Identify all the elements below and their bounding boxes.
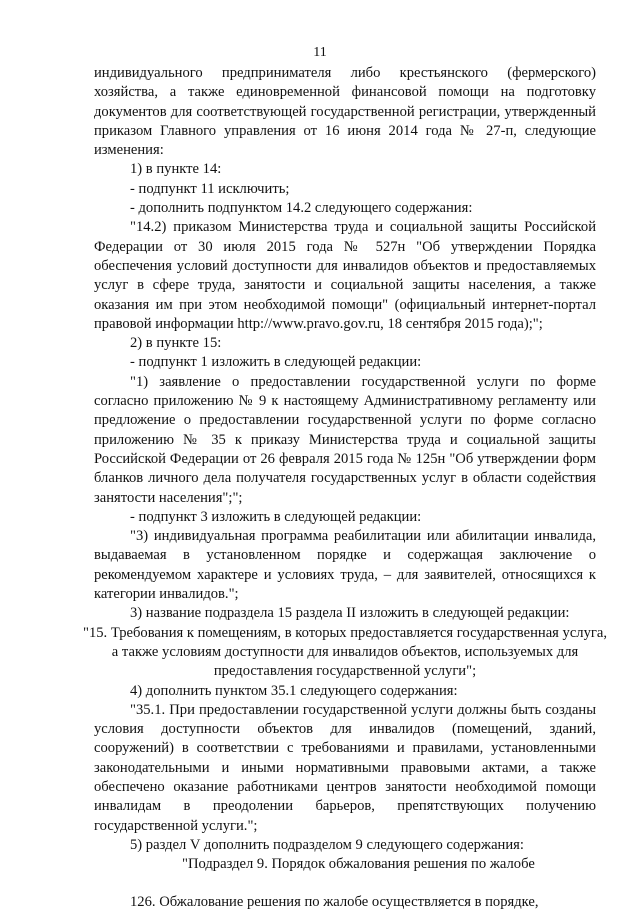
subsection-9-title: "Подраздел 9. Порядок обжалования решения по жалобе — [182, 856, 535, 873]
item-2-point-15: 2) в пункте 15: — [130, 335, 222, 352]
subitem-3-edit: - подпункт 3 изложить в следующей редакции: — [130, 508, 422, 525]
quote-14-2: "14.2) приказом Министерства труда и социальной защиты Российской Федерации от 30 июля 2015 года № 527н "Об утверждении Порядка обеспечения условий доступности для инвалидов объектов и предоставляемых услуг в сфере труда, занятости и социальной защиты населения, а также оказания им при этом необходимой помощи" (официальный интернет-портал правовой информации http://www.pravo.gov.ru, 18 сентября 2015 года);"; — [94, 219, 596, 332]
point-126: 126. Обжалование решения по жалобе осуществляется в порядке, — [130, 894, 539, 911]
page-number: 11 — [313, 45, 327, 60]
quote-subitem-1: "1) заявление о предоставлении государственной услуги по форме согласно приложению № 9 к настоящему Административному регламенту или предложение о предоставлении государственной услуги по форме согласно приложению № 35 к приказу Министерства труда и социальной защиты Российской Федерации от 26 февраля 2015 года № 125н "Об утверждении форм бланков личного дела получателя государственных услуг в области содействия занятости населения";"; — [94, 373, 596, 506]
spacer — [94, 874, 596, 893]
subitem-1-edit: - подпункт 1 изложить в следующей редакции: — [130, 354, 422, 371]
item-5-add-subsection-9: 5) раздел V дополнить подразделом 9 следующего содержания: — [130, 836, 524, 853]
item-3-rename: 3) название подраздела 15 раздела II изложить в следующей редакции: — [130, 605, 570, 622]
subitem-exclude-11: - подпункт 11 исключить; — [130, 180, 290, 197]
quote-35-1: "35.1. При предоставлении государственной услуги должны быть созданы условия доступности объектов для инвалидов (помещений, зданий, сооружений) в соответствии с требованиями и правилами, установленными законодательными и иными нормативными правовыми актами, а также обеспечено оказание работниками центров занятости необходимой помощи инвалидам в преодолении барьеров, препятствующих получению государственной услуги."; — [94, 701, 596, 834]
section-15-title: "15. Требования к помещениям, в которых предоставляется государственная услуга, а также условиям доступности для инвалидов объектов, используемых для предоставления государственной услуги"; — [83, 624, 607, 680]
quote-subitem-3: "3) индивидуальная программа реабилитации или абилитации инвалида, выдаваемая в установленном порядке и содержащая заключение о рекомендуемом характере и условиях труда, – для заявителей, относящихся к категории инвалидов."; — [94, 528, 596, 603]
item-1-point-14: 1) в пункте 14: — [130, 161, 222, 178]
document-body — [83, 64, 607, 913]
item-4-add-35-1: 4) дополнить пунктом 35.1 следующего содержания: — [130, 682, 458, 699]
subitem-add-14-2: - дополнить подпунктом 14.2 следующего содержания: — [130, 200, 473, 217]
paragraph-intro: индивидуального предпринимателя либо крестьянского (фермерского) хозяйства, а также единовременной финансовой помощи на подготовку документов для соответствующей государственной регистрации, утвержденный приказом Главного управления от 16 июня 2014 года № 27-п, следующие изменения: — [94, 65, 596, 159]
